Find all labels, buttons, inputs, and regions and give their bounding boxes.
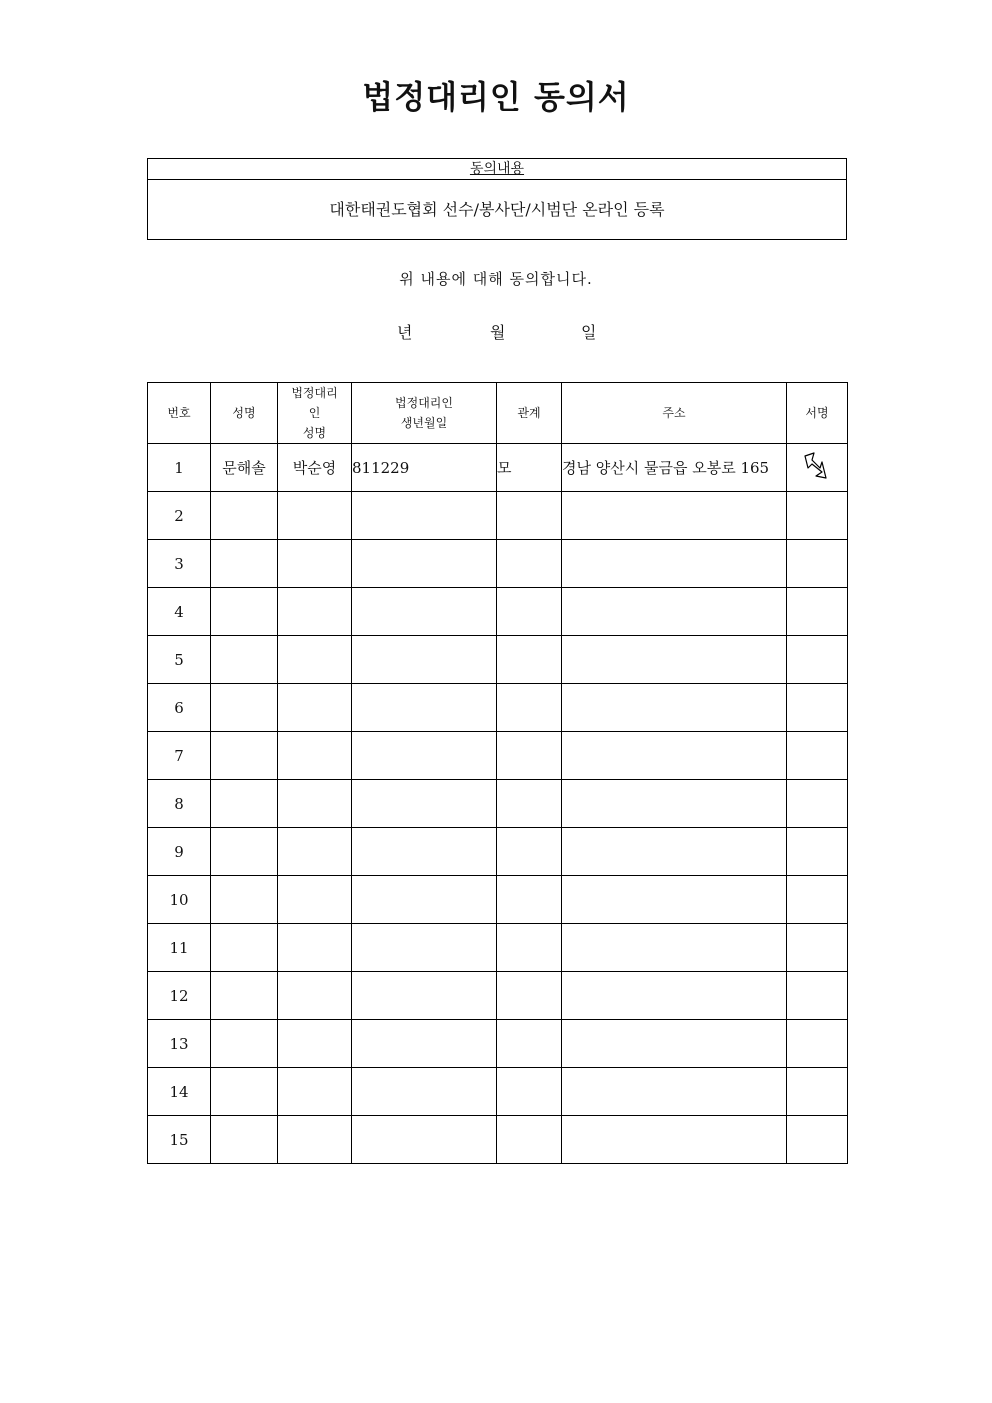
row-name xyxy=(211,924,278,972)
row-relation xyxy=(497,492,562,540)
row-address xyxy=(562,780,787,828)
row-relation xyxy=(497,1068,562,1116)
row-address xyxy=(562,972,787,1020)
row-name xyxy=(211,540,278,588)
row-number: 11 xyxy=(148,924,211,972)
header-guardian-birth-line1: 법정대리인 xyxy=(395,396,453,410)
row-relation xyxy=(497,636,562,684)
table-row xyxy=(148,444,848,492)
row-number: 8 xyxy=(148,780,211,828)
row-address xyxy=(562,1068,787,1116)
row-relation xyxy=(497,684,562,732)
header-relation: 관계 xyxy=(497,383,562,444)
row-guardian-name xyxy=(278,924,352,972)
header-guardian-name-line1: 법정대리 xyxy=(291,386,338,400)
row-name xyxy=(211,876,278,924)
row-relation xyxy=(497,924,562,972)
row-number: 7 xyxy=(148,732,211,780)
signature-stroke xyxy=(805,453,826,478)
row-name xyxy=(211,1020,278,1068)
row-guardian-birth xyxy=(352,1116,497,1164)
row-name: 문해솔 xyxy=(211,444,278,492)
row-name xyxy=(211,780,278,828)
row-address xyxy=(562,588,787,636)
consent-content: 대한태권도협회 선수/봉사단/시범단 온라인 등록 xyxy=(329,200,665,219)
row-number: 15 xyxy=(148,1116,211,1164)
row-relation xyxy=(497,1116,562,1164)
row-guardian-birth: 811229 xyxy=(352,444,497,492)
row-number: 2 xyxy=(148,492,211,540)
row-signature xyxy=(787,684,848,732)
row-address xyxy=(562,876,787,924)
row-number: 5 xyxy=(148,636,211,684)
row-address xyxy=(562,684,787,732)
row-name xyxy=(211,492,278,540)
row-guardian-birth xyxy=(352,588,497,636)
row-relation xyxy=(497,588,562,636)
row-guardian-birth xyxy=(352,828,497,876)
row-address xyxy=(562,732,787,780)
row-guardian-name xyxy=(278,972,352,1020)
header-guardian-name-line3: 성명 xyxy=(302,426,327,440)
row-signature xyxy=(787,540,848,588)
table-row xyxy=(148,924,848,972)
row-number: 4 xyxy=(148,588,211,636)
row-signature xyxy=(787,1068,848,1116)
row-number: 9 xyxy=(148,828,211,876)
row-relation xyxy=(497,540,562,588)
table-body xyxy=(148,444,848,1164)
row-guardian-name xyxy=(278,828,352,876)
table-row xyxy=(148,636,848,684)
signature-table xyxy=(147,382,848,1164)
row-signature xyxy=(787,972,848,1020)
row-guardian-birth xyxy=(352,1068,497,1116)
row-guardian-name xyxy=(278,684,352,732)
row-guardian-name xyxy=(278,1116,352,1164)
row-relation xyxy=(497,972,562,1020)
row-address xyxy=(562,492,787,540)
date-day-label: 일 xyxy=(581,323,597,342)
row-name xyxy=(211,732,278,780)
row-number: 12 xyxy=(148,972,211,1020)
row-guardian-name xyxy=(278,1068,352,1116)
header-number: 번호 xyxy=(148,383,211,444)
row-number: 1 xyxy=(148,444,211,492)
row-number: 14 xyxy=(148,1068,211,1116)
table-row xyxy=(148,588,848,636)
row-guardian-name xyxy=(278,1020,352,1068)
row-guardian-birth xyxy=(352,972,497,1020)
row-guardian-name xyxy=(278,732,352,780)
row-guardian-birth xyxy=(352,780,497,828)
table-row xyxy=(148,972,848,1020)
row-relation xyxy=(497,876,562,924)
row-signature xyxy=(787,828,848,876)
row-guardian-name xyxy=(278,540,352,588)
consent-header xyxy=(148,159,846,180)
row-signature xyxy=(787,492,848,540)
header-name: 성명 xyxy=(211,383,278,444)
row-relation: 모 xyxy=(497,444,562,492)
row-guardian-birth xyxy=(352,732,497,780)
row-address xyxy=(562,636,787,684)
row-guardian-birth xyxy=(352,1020,497,1068)
header-signature: 서명 xyxy=(787,383,848,444)
table-row xyxy=(148,732,848,780)
row-guardian-name: 박순영 xyxy=(278,444,352,492)
table-row xyxy=(148,492,848,540)
table-row xyxy=(148,876,848,924)
table-row xyxy=(148,1116,848,1164)
row-name xyxy=(211,828,278,876)
row-guardian-birth xyxy=(352,924,497,972)
row-address xyxy=(562,1020,787,1068)
signature-mark-icon xyxy=(802,450,832,486)
table-row xyxy=(148,540,848,588)
row-name xyxy=(211,636,278,684)
document-title: 법정대리인 동의서 xyxy=(362,78,630,116)
row-guardian-name xyxy=(278,780,352,828)
row-guardian-name xyxy=(278,588,352,636)
agree-statement: 위 내용에 대해 동의합니다. xyxy=(399,270,593,288)
row-relation xyxy=(497,1020,562,1068)
header-guardian-birth-line2: 생년월일 xyxy=(400,416,448,430)
table-row xyxy=(148,1020,848,1068)
header-guardian-birth xyxy=(352,383,497,444)
row-name xyxy=(211,588,278,636)
row-signature xyxy=(787,924,848,972)
consent-box xyxy=(147,158,847,240)
row-address xyxy=(562,1116,787,1164)
row-address xyxy=(562,828,787,876)
table-header-row xyxy=(148,383,848,444)
row-guardian-birth xyxy=(352,492,497,540)
row-signature xyxy=(787,1020,848,1068)
header-address: 주소 xyxy=(562,383,787,444)
row-address xyxy=(562,924,787,972)
row-signature xyxy=(787,876,848,924)
row-guardian-birth xyxy=(352,876,497,924)
row-name xyxy=(211,684,278,732)
row-guardian-birth xyxy=(352,540,497,588)
row-guardian-name xyxy=(278,492,352,540)
row-number: 13 xyxy=(148,1020,211,1068)
row-name xyxy=(211,1068,278,1116)
row-relation xyxy=(497,732,562,780)
header-guardian-name xyxy=(278,383,352,444)
table-row xyxy=(148,828,848,876)
row-signature xyxy=(787,588,848,636)
row-address xyxy=(562,540,787,588)
row-guardian-name xyxy=(278,636,352,684)
row-relation xyxy=(497,780,562,828)
row-number: 3 xyxy=(148,540,211,588)
row-number: 6 xyxy=(148,684,211,732)
table-row xyxy=(148,684,848,732)
row-number: 10 xyxy=(148,876,211,924)
row-guardian-birth xyxy=(352,684,497,732)
row-name xyxy=(211,972,278,1020)
date-month-label: 월 xyxy=(490,323,506,342)
row-address: 경남 양산시 물금읍 오봉로 165 xyxy=(562,444,787,492)
date-year-label: 년 xyxy=(397,323,413,342)
row-name xyxy=(211,1116,278,1164)
row-guardian-birth xyxy=(352,636,497,684)
row-guardian-name xyxy=(278,876,352,924)
header-guardian-name-line2: 인 xyxy=(308,406,321,420)
row-signature xyxy=(787,636,848,684)
row-signature xyxy=(787,732,848,780)
row-signature xyxy=(787,444,848,492)
table-row xyxy=(148,780,848,828)
row-signature xyxy=(787,780,848,828)
consent-header-label: 동의내용 xyxy=(469,161,525,177)
row-signature xyxy=(787,1116,848,1164)
row-relation xyxy=(497,828,562,876)
table-row xyxy=(148,1068,848,1116)
